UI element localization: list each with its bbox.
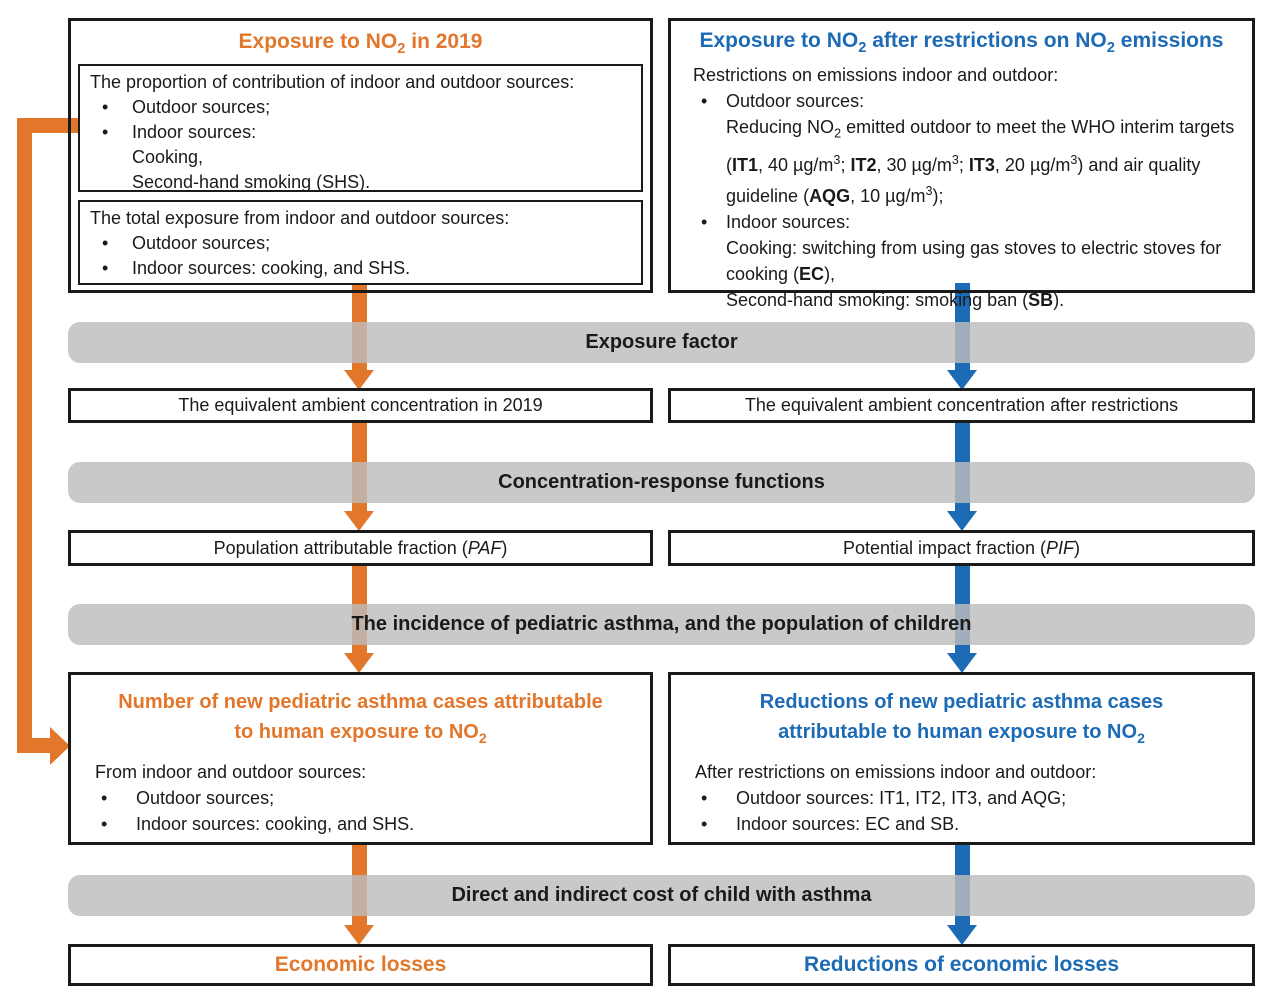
feedback-arrowhead-icon <box>50 727 70 765</box>
band-cost-label: Direct and indirect cost of child with asthma <box>451 884 872 906</box>
orange-arrow-4-head-icon <box>344 925 374 945</box>
bullet-icon: • <box>102 233 109 253</box>
bullet-icon: • <box>102 122 109 142</box>
proportion-subline-cooking: Cooking, <box>132 147 204 167</box>
exposure-restrictions-box <box>668 18 1255 310</box>
band-cost <box>68 875 1255 916</box>
list-item <box>695 811 1240 837</box>
total-exposure-heading: The total exposure from indoor and outdoor sources: <box>90 208 510 228</box>
proportion-contribution-box <box>78 64 643 192</box>
asthma-reductions-box <box>668 672 1255 845</box>
total-bullet-indoor: Indoor sources: cooking, and SHS. <box>132 258 411 278</box>
list-item <box>95 811 638 837</box>
asthma-cases-bullet-outdoor: Outdoor sources; <box>136 788 275 808</box>
equivalent-concentration-after-box <box>668 388 1255 423</box>
orange-arrow-1-head-icon <box>344 370 374 390</box>
proportion-heading: The proportion of contribution of indoor and outdoor sources: <box>90 72 575 92</box>
total-exposure-box <box>78 200 643 285</box>
paf-box <box>68 530 653 566</box>
exposure-restrictions-title: Exposure to $NO_2$ after restrictions on $NO_2$ emissions <box>699 29 1224 57</box>
list-item <box>695 785 1240 811</box>
asthma-cases-bullet-indoor: Indoor sources: cooking, and SHS. <box>136 814 415 834</box>
asthma-cases-heading: From indoor and outdoor sources: <box>95 762 367 782</box>
equivalent-concentration-after-label: The equivalent ambient concentration after restrictions <box>744 395 1179 415</box>
restrictions-outdoor-detail: Reducing $NO_2$ emitted outdoor to meet the WHO interim targets (IT1, 40 $\mu g/m^3$; IT2, 30 $\mu g/m^3$; IT3, 20 $\mu g/m^3$) and air quality guideline (AQG, 10 $\mu g/m^3$); <box>726 117 1235 206</box>
bullet-icon: • <box>701 788 708 808</box>
band-incidence <box>68 604 1255 645</box>
bullet-icon: • <box>701 211 708 232</box>
blue-arrow-4-head-icon <box>947 925 977 945</box>
restrictions-heading: Restrictions on emissions indoor and outdoor: <box>693 65 1059 86</box>
band-incidence-label: The incidence of pediatric asthma, and the population of children <box>351 613 972 635</box>
economic-losses-box <box>68 944 653 986</box>
orange-arrow-3-head-icon <box>344 653 374 673</box>
bullet-icon: • <box>101 814 108 834</box>
equivalent-concentration-2019-label: The equivalent ambient concentration in 2019 <box>178 395 543 415</box>
list-item <box>95 785 638 811</box>
band-concentration-response <box>68 462 1255 503</box>
pif-label: Potential impact fraction (PIF) <box>842 537 1081 558</box>
asthma-reductions-bullet-outdoor: Outdoor sources: IT1, IT2, IT3, and AQG; <box>736 788 1067 808</box>
list-item <box>90 231 631 256</box>
proportion-bullet-outdoor: Outdoor sources; <box>132 97 271 117</box>
proportion-subline-shs: Second-hand smoking (SHS). <box>132 172 371 192</box>
paf-label: Population attributable fraction (PAF) <box>213 537 508 558</box>
band-exposure-factor <box>68 322 1255 363</box>
restrictions-indoor-detail-cooking: Cooking: switching from using gas stoves to electric stoves for cooking (EC), <box>726 237 1222 284</box>
asthma-reductions-title: Reductions of new pediatric asthma cases attributable to human exposure to $NO_2$ <box>759 691 1164 746</box>
asthma-reductions-heading: After restrictions on emissions indoor and outdoor: <box>695 762 1097 782</box>
feedback-arrow-bottom-horizontal <box>32 738 52 753</box>
restrictions-indoor-detail-shs: Second-hand smoking: smoking ban (SB). <box>726 289 1065 310</box>
list-item <box>90 95 631 120</box>
blue-arrow-2-head-icon <box>947 511 977 531</box>
economic-losses-reductions-box <box>668 944 1255 986</box>
economic-losses-reductions-label: Reductions of economic losses <box>803 953 1120 976</box>
feedback-arrow-vertical <box>17 118 32 753</box>
blue-arrow-1-head-icon <box>947 370 977 390</box>
bullet-icon: • <box>701 814 708 834</box>
equivalent-concentration-2019-box <box>68 388 653 423</box>
list-item <box>693 88 1244 114</box>
orange-arrow-2-head-icon <box>344 511 374 531</box>
list-item <box>90 120 631 145</box>
list-item <box>90 256 631 281</box>
band-concentration-response-label: Concentration-response functions <box>498 471 825 493</box>
list-item <box>693 209 1244 235</box>
restrictions-outdoor-label: Outdoor sources: <box>726 91 865 112</box>
blue-arrow-3-head-icon <box>947 653 977 673</box>
bullet-icon: • <box>102 258 109 278</box>
band-exposure-factor-label: Exposure factor <box>585 331 738 353</box>
restrictions-indoor-label: Indoor sources: <box>726 211 851 232</box>
asthma-cases-title: Number of new pediatric asthma cases attributable to human exposure to $NO_2$ <box>118 691 603 746</box>
bullet-icon: • <box>102 97 109 117</box>
economic-losses-label: Economic losses <box>274 953 447 976</box>
total-bullet-outdoor: Outdoor sources; <box>132 233 271 253</box>
asthma-reductions-bullet-indoor: Indoor sources: EC and SB. <box>736 814 960 834</box>
asthma-cases-box <box>68 672 653 845</box>
bullet-icon: • <box>101 788 108 808</box>
exposure-2019-title: Exposure to $NO_2$ in 2019 <box>238 30 483 58</box>
proportion-bullet-indoor: Indoor sources: <box>132 122 257 142</box>
bullet-icon: • <box>701 91 708 112</box>
pif-box <box>668 530 1255 566</box>
